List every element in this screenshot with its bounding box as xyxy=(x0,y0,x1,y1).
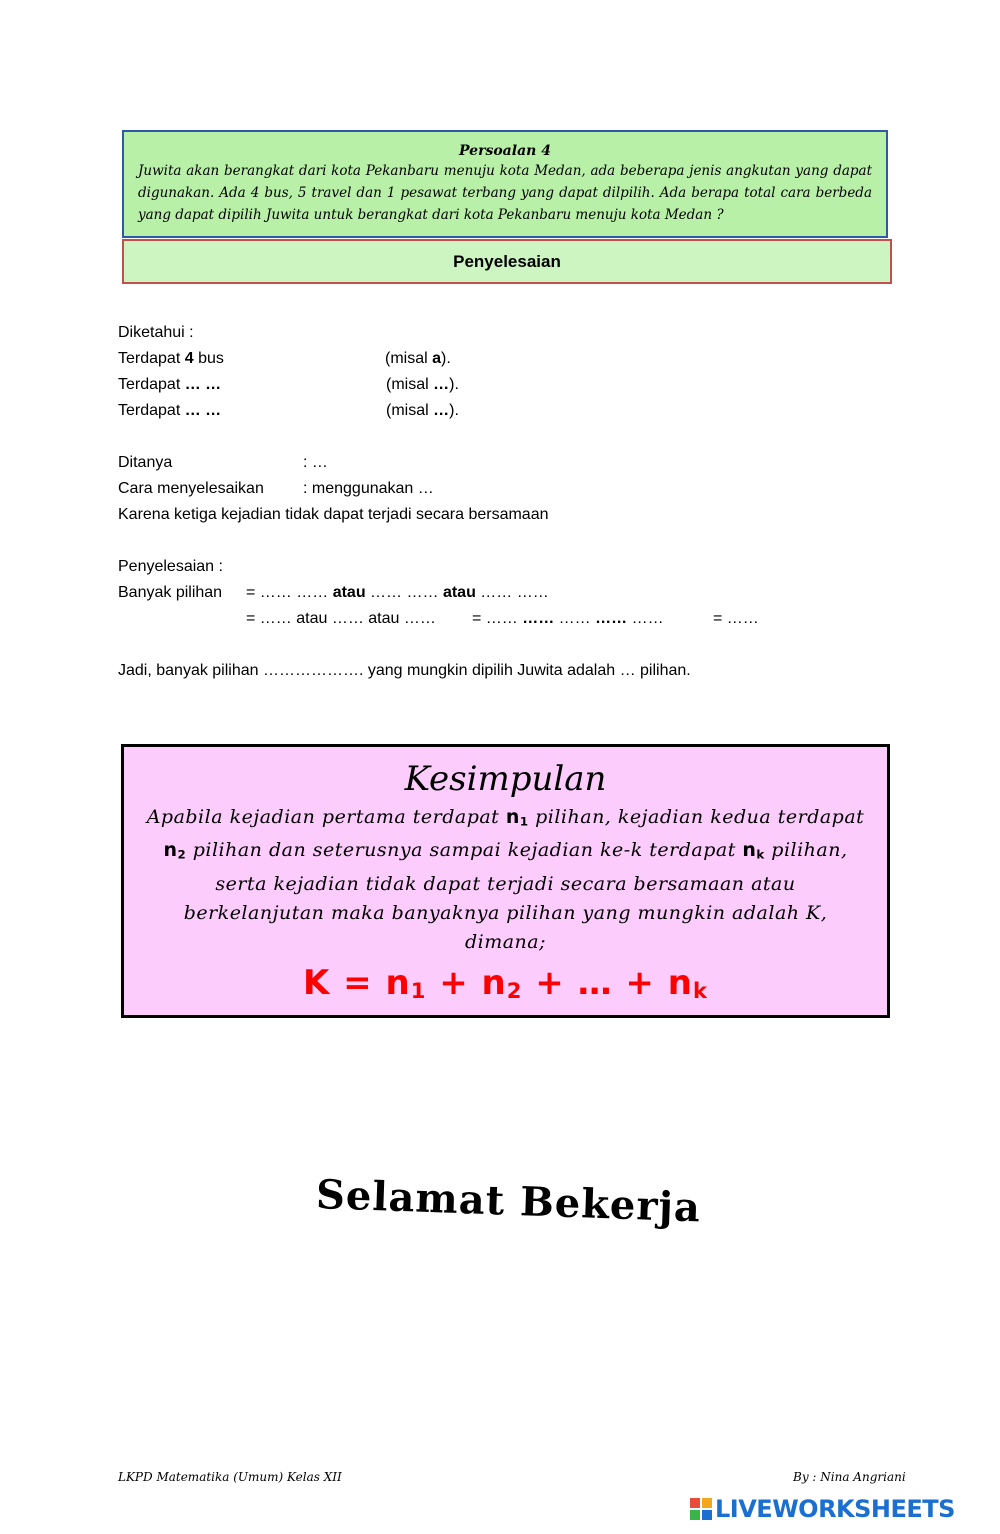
text-part: pilihan, serta kejadian tidak dapat terjadi secara bersamaan atau berkelanjutan maka banyaknya pilihan yang mungkin adalah K, dimana; xyxy=(183,839,848,953)
solution-label: Penyelesaian : xyxy=(118,558,223,575)
symbol-n2: $n_2$ xyxy=(163,839,187,862)
misal-value: a xyxy=(432,350,442,367)
or-word: atau xyxy=(442,584,476,601)
text-part: pilihan dan seterusnya sampai kejadian ke-k terdapat xyxy=(186,839,743,862)
known-value: … … xyxy=(184,376,222,393)
misal-open: (misal xyxy=(385,350,433,367)
blank: = …… xyxy=(472,610,523,627)
known-value: 4 xyxy=(184,350,194,367)
known-misal xyxy=(385,349,451,369)
brand-name: LIVEWORKSHEETS xyxy=(715,1495,955,1523)
known-row xyxy=(118,349,224,369)
reason-text: Karena ketiga kejadian tidak dapat terjadi secara bersamaan xyxy=(118,506,549,523)
footer-left: LKPD Matematika (Umum) Kelas XII xyxy=(118,1470,342,1484)
brand-square-icon xyxy=(690,1510,700,1520)
kesimpulan-title: Kesimpulan xyxy=(404,759,607,799)
or-word: atau xyxy=(332,584,366,601)
misal-close: ). xyxy=(449,376,459,393)
brand-grid-icon xyxy=(690,1498,712,1520)
text-part: pilihan, kejadian kedua terdapat xyxy=(528,806,865,828)
blank-bold: …… xyxy=(595,610,628,627)
kesimpulan-box xyxy=(121,744,890,1018)
known-row xyxy=(118,375,221,395)
misal-value: … xyxy=(433,376,450,393)
choices-line-2a: = …… atau …… atau …… xyxy=(246,610,436,627)
choices-line-1 xyxy=(246,583,549,603)
blank: …… xyxy=(554,610,596,627)
brand-square-icon xyxy=(702,1498,712,1508)
known-misal xyxy=(386,375,459,395)
asked-value: : … xyxy=(303,454,328,471)
known-prefix: Terdapat xyxy=(118,350,185,367)
problem-title: Persoalan 4 xyxy=(459,143,551,159)
choices-line-2c: = …… xyxy=(713,610,759,627)
brand-square-icon xyxy=(702,1510,712,1520)
conclusion-line: Jadi, banyak pilihan ………………. yang mungkin dipilih Juwita adalah … pilihan. xyxy=(118,662,691,679)
misal-value: … xyxy=(433,402,450,419)
blank: …… xyxy=(627,610,664,627)
choices-label: Banyak pilihan xyxy=(118,584,223,601)
blank: …… …… xyxy=(365,584,443,601)
problem-text: Juwita akan berangkat dari kota Pekanbaru menuju kota Medan, ada beberapa jenis angkutan yang dapat digunakan. Ada 4 bus, 5 travel dan 1 pesawat terbang yang dapat dilpilih. Ada berapa total cara berbeda yang dapat dipilih Juwita untuk berangkat dari kota Pekanbaru menuju kota Medan ? xyxy=(138,163,872,223)
choices-line-2b xyxy=(472,609,664,629)
blank-bold: …… xyxy=(522,610,555,627)
known-label: Diketahui : xyxy=(118,324,194,341)
formula: $K = n_1 + n_2$ + … + $n_k$ xyxy=(302,962,709,1003)
text-part: Apabila kejadian pertama terdapat xyxy=(146,806,506,828)
blank: = …… …… xyxy=(246,584,333,601)
known-misal xyxy=(386,401,459,421)
symbol-n1: $n_1$ xyxy=(505,806,529,829)
symbol-nk: $n_k$ xyxy=(742,839,765,862)
asked-label: Ditanya xyxy=(118,454,173,471)
closing-text: Selamat Bekerja xyxy=(315,1171,702,1232)
method-value: : menggunakan … xyxy=(303,480,434,497)
brand-logo[interactable] xyxy=(690,1493,955,1525)
solution-header: Penyelesaian xyxy=(122,239,892,284)
known-row xyxy=(118,401,221,421)
problem-box xyxy=(122,130,888,238)
misal-close: ). xyxy=(441,350,451,367)
known-prefix: Terdapat xyxy=(118,402,185,419)
known-prefix: Terdapat xyxy=(118,376,185,393)
misal-open: (misal xyxy=(386,402,434,419)
misal-open: (misal xyxy=(386,376,434,393)
misal-close: ). xyxy=(449,402,459,419)
known-value: … … xyxy=(184,402,222,419)
known-suffix: bus xyxy=(193,350,224,367)
method-label: Cara menyelesaikan xyxy=(118,480,264,497)
brand-square-icon xyxy=(690,1498,700,1508)
blank: …… …… xyxy=(475,584,549,601)
kesimpulan-text xyxy=(146,803,865,957)
footer-right: By : Nina Angriani xyxy=(793,1470,906,1484)
